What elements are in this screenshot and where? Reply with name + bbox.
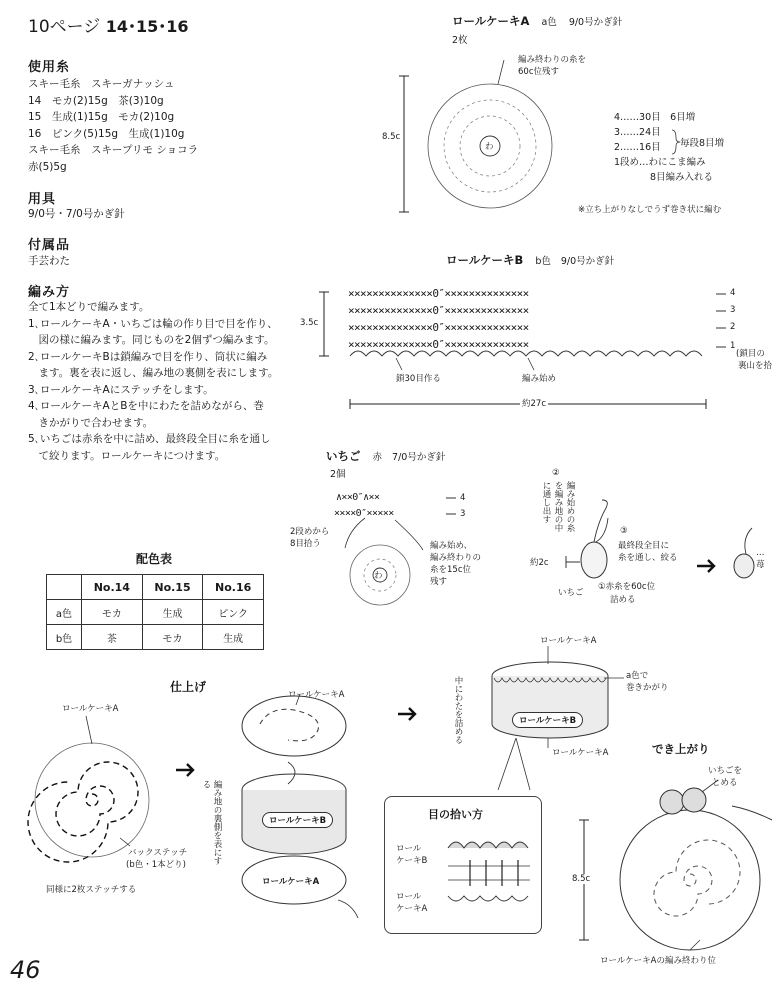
- materials-line: 赤(5)5g: [28, 160, 67, 173]
- color-table-title: 配色表: [136, 552, 173, 566]
- roll-b-row-num: 1: [730, 341, 736, 351]
- roll-b-title: [446, 252, 614, 268]
- materials-line: 14 モカ(2)15g 茶(3)10g: [28, 94, 164, 107]
- method-line: きかがりで合わせます。: [28, 416, 154, 429]
- materials-line: 16 ピンク(5)15g 生成(1)10g: [28, 127, 185, 140]
- pickup-a-label: ケーキA: [396, 904, 428, 914]
- roll-a-count: 2枚: [452, 35, 468, 46]
- pickup-title: 目の拾い方: [428, 808, 483, 821]
- strawberry-step2-line: を編み地の中: [553, 481, 563, 532]
- roll-a-legend-line: 1段め…わにこま編み: [614, 157, 706, 168]
- strawberry-hook: 7/0号かぎ針: [392, 452, 446, 463]
- strawberry-color: 赤: [372, 452, 383, 463]
- finishing-roll-a-right-top: ロールケーキA: [540, 636, 597, 646]
- roll-b-side-note: 裏山を拾: [738, 361, 772, 371]
- finished-title: でき上がり: [652, 742, 710, 756]
- strawberry-step2-text: [552, 481, 563, 551]
- materials-line: スキー毛糸 スキープリモ ショコラ: [28, 144, 199, 156]
- color-table-cell: ピンク: [203, 600, 264, 625]
- strawberry-step2-line: に通し出す: [541, 481, 551, 524]
- strawberry-end-line: 編み始め、: [430, 541, 473, 551]
- method-line: 1､ロールケーキA・いちごは輪の作り目で目を作り、: [28, 317, 278, 330]
- color-table-cell: 茶: [82, 625, 143, 650]
- finished-berry-note: いちごを: [708, 766, 743, 776]
- accessories-line: 手芸わた: [28, 255, 70, 267]
- strawberry-pickup: 8目拾う: [290, 539, 321, 549]
- method-line: 2､ロールケーキBは鎖編みで目を作り、筒状に編み: [28, 350, 268, 363]
- strawberry-row-num: 3: [460, 509, 466, 519]
- strawberry-step1-b: 詰める: [610, 595, 636, 605]
- strawberry-step1: ①赤糸を60c位: [598, 582, 656, 592]
- method-line: 図の様に編みます。同じものを2個ずつ編みます。: [28, 334, 275, 346]
- materials-line: 15 生成(1)15g モカ(2)10g: [28, 111, 175, 123]
- roll-b-chain-label: 鎖30目作る: [396, 374, 441, 384]
- strawberry-end-note: [430, 540, 481, 588]
- method-line: て絞ります。ロールケーキにつけます。: [28, 449, 226, 462]
- color-table-cell: モカ: [142, 625, 203, 650]
- color-table-header: No.15: [142, 575, 203, 600]
- strawberry-row-4: ∧××0″∧××: [336, 492, 380, 503]
- roll-b-title-text: ロールケーキB: [446, 253, 524, 267]
- strawberry-end-line: 残す: [430, 577, 448, 587]
- finishing-roll-a-top: ロールケーキA: [288, 690, 345, 700]
- pattern-numbers: 14･15･16: [105, 17, 189, 36]
- strawberry-label: いちご: [558, 588, 584, 598]
- roll-b-row-4: ××××××××××××××0″××××××××××××××: [348, 287, 529, 300]
- strawberry-step2-mark: ②: [552, 468, 560, 478]
- roll-a-center-ring: わ: [485, 142, 494, 152]
- method-line: 5､いちごは赤糸を中に詰め、最終段全目に糸を通し: [28, 433, 271, 445]
- roll-b-width: 約27c: [522, 399, 546, 409]
- strawberry-step2-text: [564, 481, 575, 551]
- stitch-two-note: 同様に2枚ステッチする: [46, 885, 137, 895]
- roll-b-height: 3.5c: [300, 318, 319, 328]
- roll-b-start-label: 編み始め: [522, 374, 557, 384]
- finishing-roll-a-right-bottom: ロールケーキA: [552, 748, 609, 758]
- roll-b-row-num: 2: [730, 322, 736, 332]
- materials-line: スキー毛糸 スキーガナッシュ: [28, 78, 175, 90]
- finishing-roll-a-label: ロールケーキA: [62, 704, 119, 714]
- strawberry-end-line: 編み終わりの: [430, 553, 482, 563]
- reverse-side-note: 編み地の裏側を表にする: [201, 780, 222, 865]
- method-heading: 編み方: [28, 285, 71, 300]
- finishing-roll-b: ロールケーキB: [262, 812, 333, 828]
- tools-line: 9/0号・7/0号かぎ針: [28, 208, 125, 220]
- strawberry-pickup: 2段めから: [290, 527, 330, 537]
- color-table-cell: モカ: [82, 600, 143, 625]
- strawberry-size: 約2c: [530, 558, 549, 568]
- color-table-header: No.14: [82, 575, 143, 600]
- roll-a-legend-line: 3……24目: [614, 127, 661, 138]
- pickup-b-label: ロール: [396, 844, 422, 854]
- back-stitch-note: (b色・1本どり): [126, 860, 186, 870]
- strawberry-step3-text: 糸を通し、絞る: [618, 553, 678, 563]
- roll-a-legend-line: 8目編み入れる: [650, 172, 714, 183]
- method-line: 3､ロールケーキAにステッチをします。: [28, 383, 214, 396]
- roll-a-size: 8.5c: [382, 132, 401, 142]
- roll-b-row-2: ××××××××××××××0″××××××××××××××: [348, 321, 529, 334]
- a-color-note: 巻きかがり: [626, 683, 669, 693]
- color-table-cell: a色: [47, 600, 82, 625]
- finishing-title: 仕上げ: [170, 680, 207, 694]
- strawberry-row-num: 4: [460, 493, 466, 503]
- color-table-cell: b色: [47, 625, 82, 650]
- pickup-b-label: ケーキB: [396, 856, 428, 866]
- method-line: 全て1本どりで編みます。: [28, 301, 150, 313]
- tools-heading: 用具: [28, 192, 57, 207]
- roll-b-row-num: 4: [730, 288, 736, 298]
- roll-a-legend-line: 2……16目: [614, 142, 661, 153]
- roll-a-color: a色: [541, 17, 557, 28]
- roll-a-hook: 9/0号かぎ針: [568, 17, 623, 28]
- roll-a-end-note: 60c位残す: [518, 67, 559, 77]
- roll-b-side-note: (鎖目の: [736, 349, 765, 359]
- strawberry-step2-line: 編み始めの糸: [565, 481, 575, 532]
- strawberry-end-line: 糸を15c位: [430, 565, 471, 575]
- roll-a-title-text: ロールケーキA: [452, 14, 530, 28]
- pickup-a-label: ロール: [396, 892, 422, 902]
- roll-a-note: ※立ち上がりなしでうず巻き状に編む: [578, 205, 722, 215]
- finishing-roll-a-bottom: ロールケーキA: [262, 877, 320, 887]
- a-color-note: a色で: [626, 671, 649, 681]
- roll-a-legend-line: 4……30目 6目増: [614, 112, 696, 123]
- roll-b-color: b色: [535, 256, 551, 267]
- roll-b-row-num: 3: [730, 305, 736, 315]
- page-ref: 10ページ: [28, 17, 101, 37]
- roll-a-end-note: 編み終わりの糸を: [518, 55, 587, 65]
- strawberry-title: [326, 448, 445, 464]
- page-number: 46: [10, 956, 41, 984]
- materials-heading: 使用糸: [28, 60, 71, 75]
- accessories-heading: 付属品: [28, 238, 71, 253]
- method-line: ます。裏を表に返し、編み地の裏側を表にします。: [28, 367, 279, 379]
- roll-b-row-1: ××××××××××××××0″××××××××××××××: [348, 338, 529, 351]
- method-line: 4､ロールケーキAとBを中にわたを詰めながら、巻: [28, 400, 264, 412]
- strawberry-count: 2個: [330, 469, 346, 480]
- roll-b-hook: 9/0号かぎ針: [560, 256, 615, 267]
- strawberry-right-cut: …苺: [756, 548, 765, 570]
- back-stitch-note: バックステッチ: [128, 848, 188, 858]
- color-table-cell: 生成: [142, 600, 203, 625]
- strawberry-row-3: ××××0″×××××: [334, 508, 394, 519]
- finishing-roll-b-right: ロールケーキB: [512, 712, 583, 728]
- color-table-header: No.16: [203, 575, 264, 600]
- strawberry-title-text: いちご: [326, 449, 361, 463]
- stuff-note: 中にわたを詰める: [453, 676, 463, 744]
- color-table-cell: 生成: [203, 625, 264, 650]
- finished-berry-note: とめる: [712, 778, 738, 788]
- roll-a-legend-brace: 毎段8目増: [680, 138, 725, 149]
- strawberry-step2-text: [540, 481, 551, 551]
- finished-end-label: ロールケーキAの編み終わり位: [600, 956, 716, 966]
- roll-b-row-3: ××××××××××××××0″××××××××××××××: [348, 304, 529, 317]
- finished-size: 8.5c: [572, 874, 591, 884]
- strawberry-step3-text: 最終段全目に: [618, 541, 670, 551]
- strawberry-step3-mark: ③: [620, 526, 628, 536]
- strawberry-center-ring: わ: [374, 571, 383, 581]
